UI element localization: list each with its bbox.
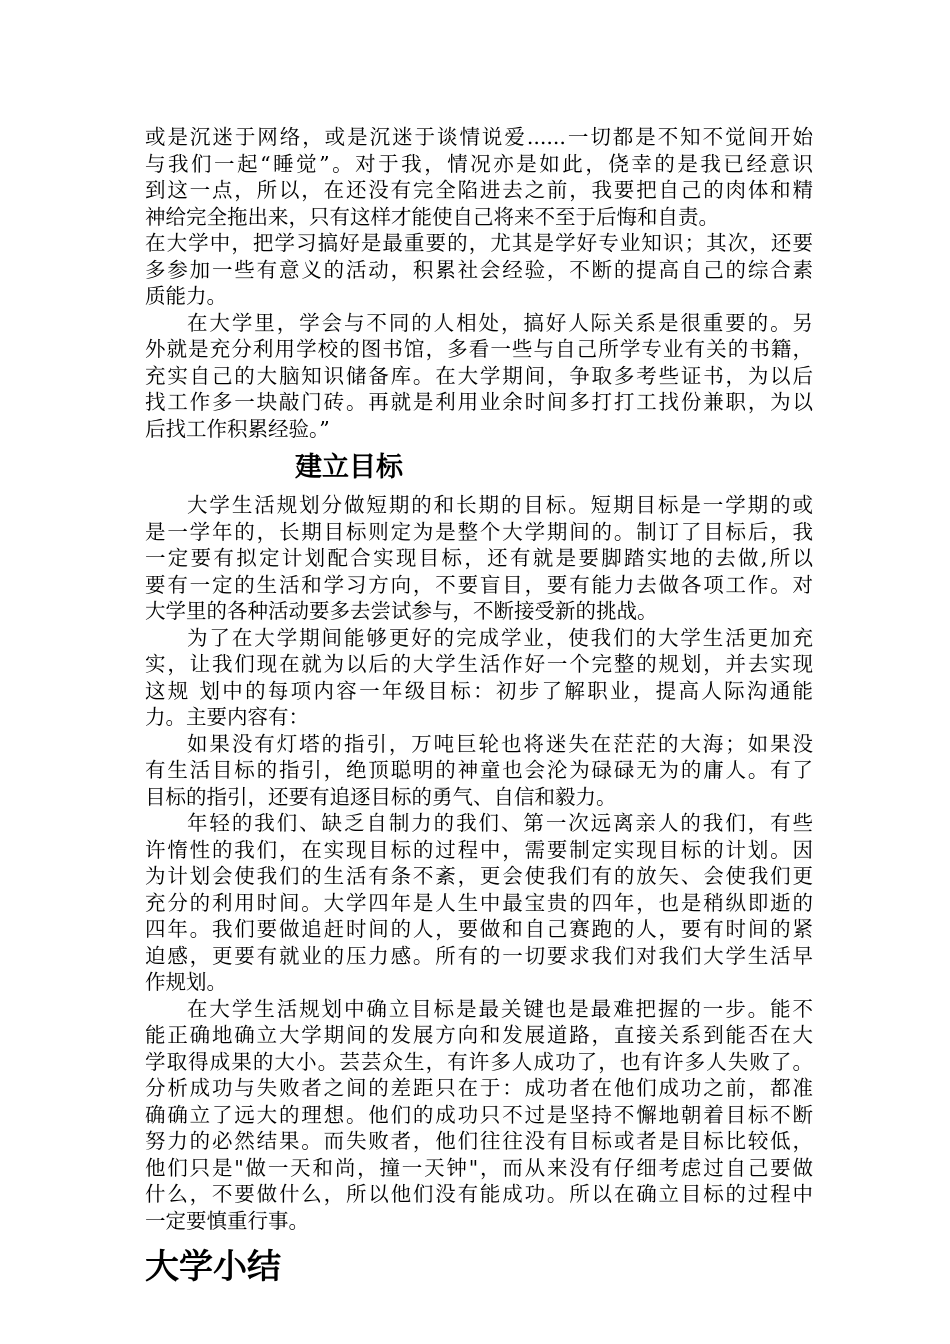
text-line: 确确立了远大的理想。他们的成功只不过是坚持不懈地朝着目标不断 bbox=[145, 1102, 813, 1127]
paragraph-establish-goal bbox=[145, 996, 813, 1235]
text-line: 或是沉迷于网络，或是沉迷于谈情说爱......一切都是不知不觉间开始 bbox=[145, 125, 813, 149]
text-line: 许惰性的我们，在实现目标的过程中，需要制定实现目标的计划。因 bbox=[145, 837, 813, 862]
text-line: 目标的指引，还要有追逐目标的勇气、自信和毅力。 bbox=[145, 784, 617, 809]
section-heading-goals: 建立目标 bbox=[295, 452, 403, 483]
text-line: 外就是充分利用学校的图书馆，多看一些与自己所学专业有关的书籍， bbox=[145, 337, 813, 361]
text-line: 一定要有拟定计划配合实现目标，还有就是要脚踏实地的去做,所以 bbox=[145, 546, 813, 570]
paragraph-complete-plan bbox=[145, 625, 813, 731]
text-line: 找工作多一块敲门砖。再就是利用业余时间多打打工找份兼职，为以 bbox=[145, 390, 813, 414]
text-line: 多参加一些有意义的活动，积累社会经验，不断的提高自己的综合素 bbox=[145, 257, 813, 282]
text-line: 为计划会使我们的生活有条不紊，更会使我们有的放矢、会使我们更 bbox=[145, 864, 813, 888]
text-line: 年轻的我们、缺乏自制力的我们、第一次远离亲人的我们，有些 bbox=[187, 811, 813, 835]
paragraph-self-awareness bbox=[145, 124, 813, 230]
paragraph-lighthouse bbox=[145, 731, 813, 811]
text-line: 充分的利用时间。大学四年是人生中最宝贵的四年，也是稍纵即逝的 bbox=[145, 890, 813, 915]
text-line: 一定要慎重行事。 bbox=[145, 1208, 309, 1233]
text-line: 大学生活规划分做短期的和长期的目标。短期目标是一学期的或 bbox=[187, 493, 813, 517]
text-line: 在大学里，学会与不同的人相处，搞好人际关系是很重要的。另 bbox=[187, 310, 813, 335]
text-line: 是一学年的，长期目标则定为是整个大学期间的。制订了目标后，我 bbox=[145, 519, 813, 544]
text-line: 实，让我们现在就为以后的大学生活作好一个完整的规划，并去实现 bbox=[145, 652, 813, 676]
text-line: 有生活目标的指引，绝顶聪明的神童也会沦为碌碌无为的庸人。有了 bbox=[145, 758, 813, 782]
text-line: 质能力。 bbox=[145, 284, 227, 308]
text-line: 四年。我们要做追赶时间的人，要做和自己赛跑的人，要有时间的紧 bbox=[145, 917, 813, 941]
text-line: 充实自己的大脑知识储备库。在大学期间，争取多考些证书，为以后 bbox=[145, 363, 813, 388]
paragraph-relationships bbox=[145, 310, 813, 443]
text-line: 在大学中，把学习搞好是最重要的，尤其是学好专业知识；其次，还要 bbox=[145, 231, 813, 255]
paragraph-study-priority bbox=[145, 230, 813, 310]
text-line: 大学里的各种活动要多去尝试参与，不断接受新的挑战。 bbox=[145, 599, 658, 623]
text-line: 作规划。 bbox=[145, 970, 227, 994]
text-line: 如果没有灯塔的指引，万吨巨轮也将迷失在茫茫的大海；如果没 bbox=[187, 731, 813, 756]
text-line: 能正确地确立大学期间的发展方向和发展道路，直接关系到能否在大 bbox=[145, 1023, 813, 1047]
text-line: 后找工作积累经验。” bbox=[145, 416, 330, 441]
text-line: 到这一点，所以，在还没有完全陷进去之前，我要把自己的肉体和精 bbox=[145, 178, 813, 202]
text-line: 这规 划中的每项内容一年级目标：初步了解职业，提高人际沟通能 bbox=[145, 678, 813, 703]
text-line: 要有一定的生活和学习方向，不要盲目，要有能力去做各项工作。对 bbox=[145, 572, 813, 597]
text-line: 迫感，更要有就业的压力感。所有的一切要求我们对我们大学生活早 bbox=[145, 943, 813, 968]
text-line: 在大学生活规划中确立目标是最关键也是最难把握的一步。能不 bbox=[187, 996, 813, 1021]
text-line: 分析成功与失败者之间的差距只在于：成功者在他们成功之前，都准 bbox=[145, 1076, 813, 1100]
document-page bbox=[145, 124, 813, 1292]
text-line: 力。主要内容有： bbox=[145, 705, 309, 729]
paragraph-self-discipline bbox=[145, 810, 813, 996]
text-line: 他们只是"做一天和尚，撞一天钟"，而从来没有仔细考虑过自己要做 bbox=[145, 1155, 813, 1180]
text-line: 与我们一起“睡觉”。对于我，情况亦是如此，侥幸的是我已经意识 bbox=[145, 151, 813, 176]
text-line: 为了在大学期间能够更好的完成学业，使我们的大学生活更加充 bbox=[187, 625, 813, 650]
text-line: 努力的必然结果。而失败者，他们往往没有目标或者是目标比较低， bbox=[145, 1129, 813, 1153]
text-line: 神给完全拖出来，只有这样才能使自己将来不至于后悔和自责。 bbox=[145, 204, 719, 229]
text-line: 什么，不要做什么，所以他们没有能成功。所以在确立目标的过程中 bbox=[145, 1182, 813, 1206]
paragraph-goal-planning bbox=[145, 492, 813, 625]
section-heading-summary: 大学小结 bbox=[145, 1247, 281, 1287]
text-line: 学取得成果的大小。芸芸众生，有许多人成功了，也有许多人失败了。 bbox=[145, 1049, 813, 1074]
